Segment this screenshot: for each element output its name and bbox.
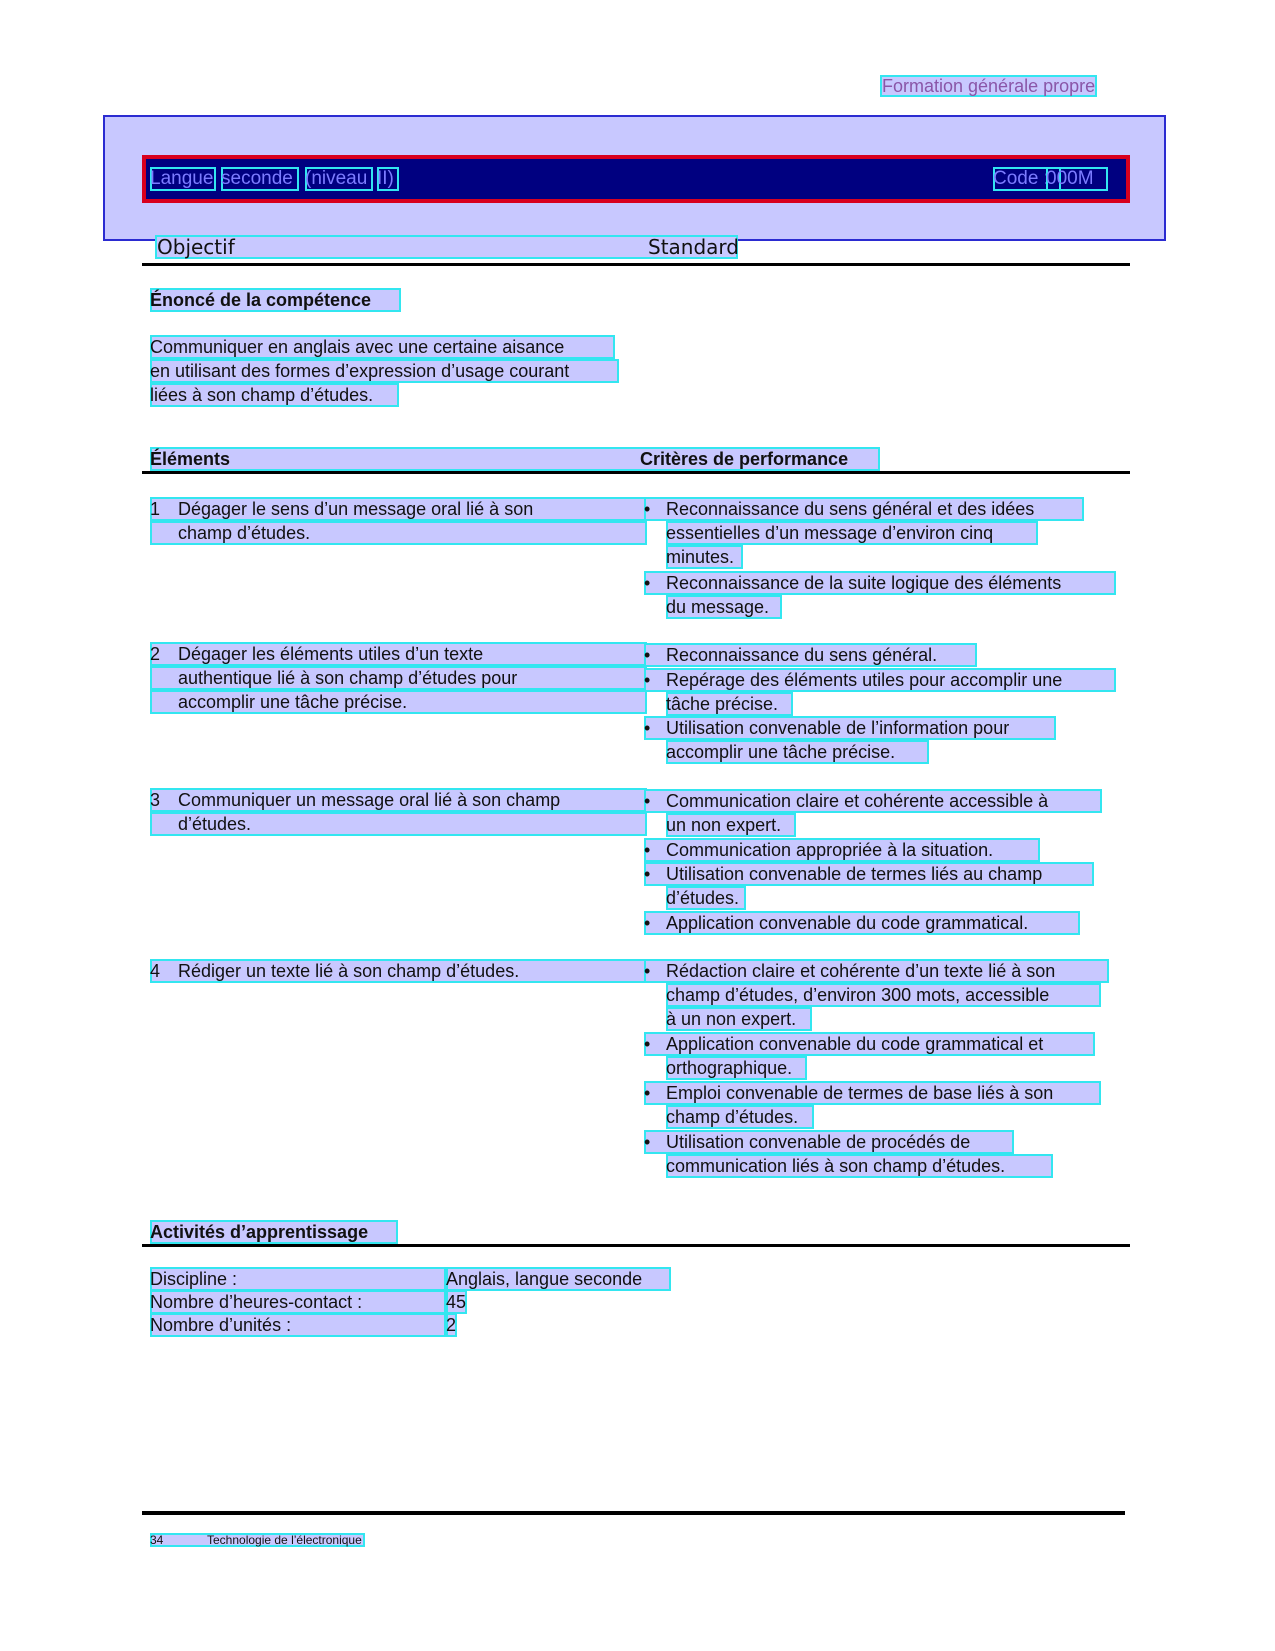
activity-label: Discipline : [150, 1267, 446, 1291]
activity-value: 2 [446, 1315, 457, 1335]
criterion-continuation: d’études. [666, 886, 746, 910]
course-code-label: Code : [993, 167, 1061, 191]
criterion-text: Communication claire et cohérente accessible à [666, 791, 1049, 811]
bullet-glyph: • [644, 645, 651, 665]
criterion-bullet [644, 497, 1084, 521]
criterion-continuation: champ d’études, d’environ 300 mots, accessible [666, 983, 1101, 1007]
criterion-bullet [644, 1081, 1101, 1105]
element-1-line [150, 497, 647, 521]
bullet-glyph: • [644, 1083, 651, 1103]
element-text: Dégager les éléments utiles d’un texte [178, 644, 484, 664]
criterion-text: Repérage des éléments utiles pour accomplir une [666, 670, 1063, 690]
criterion-text: Reconnaissance du sens général et des idées [666, 499, 1035, 519]
element-text: Rédiger un texte lié à son champ d’études. [178, 961, 520, 981]
activities-heading: Activités d’apprentissage [150, 1220, 398, 1244]
course-title-word: (niveau [305, 167, 373, 191]
element-1-line [150, 521, 647, 545]
criterion-continuation: du message. [666, 595, 782, 619]
criterion-continuation: tâche précise. [666, 692, 793, 716]
running-header: Formation générale propre [882, 76, 1096, 96]
criterion-text: Utilisation convenable de l’information pour [666, 718, 1010, 738]
criterion-text: Rédaction claire et cohérente d’un texte lié à son [666, 961, 1056, 981]
activity-value: Anglais, langue seconde [446, 1267, 671, 1291]
course-code-value: 000M [1046, 167, 1108, 191]
criterion-bullet [644, 789, 1102, 813]
standard-label: Standard [648, 235, 739, 259]
criterion-text: Application convenable du code grammatical et [666, 1034, 1044, 1054]
criterion-continuation: accomplir une tâche précise. [666, 740, 929, 764]
criterion-text: Communication appropriée à la situation. [666, 840, 994, 860]
section-divider [142, 263, 1130, 266]
element-4-line [150, 959, 647, 983]
criterion-bullet [644, 668, 1116, 692]
course-title-word: seconde [221, 167, 299, 191]
criterion-continuation: champ d’études. [666, 1105, 814, 1129]
activity-label: Nombre d’unités : [150, 1313, 446, 1337]
criterion-bullet [644, 1032, 1095, 1056]
course-title-word: Langue [150, 167, 216, 191]
course-title-word: II) [377, 167, 399, 191]
elements-table-header [150, 447, 880, 471]
activity-label: Nombre d’heures-contact : [150, 1290, 446, 1314]
criterion-text: Utilisation convenable de procédés de [666, 1132, 971, 1152]
criterion-text: Utilisation convenable de termes liés au champ [666, 864, 1043, 884]
objectif-label: Objectif [157, 235, 235, 259]
competence-line: Communiquer en anglais avec une certaine aisance [150, 335, 615, 359]
bullet-glyph: • [644, 913, 651, 933]
criterion-bullet [644, 571, 1116, 595]
criterion-text: Emploi convenable de termes de base liés à son [666, 1083, 1054, 1103]
activities-divider [142, 1244, 1130, 1247]
course-title-row [150, 167, 1116, 191]
footer-title: Technologie de l’électronique [207, 1533, 362, 1547]
page-footer [150, 1533, 365, 1547]
bullet-glyph: • [644, 718, 651, 738]
criterion-continuation: communication liés à son champ d’études. [666, 1154, 1053, 1178]
element-2-line [150, 690, 647, 714]
criterion-continuation: minutes. [666, 545, 743, 569]
element-3-line [150, 788, 647, 812]
criterion-continuation: orthographique. [666, 1056, 807, 1080]
bullet-glyph: • [644, 840, 651, 860]
bullet-glyph: • [644, 791, 651, 811]
bullet-glyph: • [644, 1132, 651, 1152]
bullet-glyph: • [644, 499, 651, 519]
table-divider [142, 471, 1130, 474]
criterion-continuation: un non expert. [666, 813, 796, 837]
bullet-glyph: • [644, 573, 651, 593]
criterion-bullet [644, 1130, 1014, 1154]
bullet-glyph: • [644, 864, 651, 884]
element-2-line [150, 666, 647, 690]
element-2-line [150, 642, 647, 666]
criterion-bullet [644, 716, 1056, 740]
criterion-text: Reconnaissance du sens général. [666, 645, 938, 665]
page-number: 34 [150, 1533, 164, 1547]
element-number: 2 [150, 644, 161, 664]
criterion-text: Application convenable du code grammatical. [666, 913, 1029, 933]
element-number: 4 [150, 961, 161, 981]
element-number: 1 [150, 499, 161, 519]
activity-value: 45 [446, 1292, 467, 1312]
criterion-text: Reconnaissance de la suite logique des éléments [666, 573, 1062, 593]
criterion-bullet [644, 911, 1080, 935]
bullet-glyph: • [644, 1034, 651, 1054]
criterion-bullet [644, 862, 1094, 886]
competence-heading: Énoncé de la compétence [150, 288, 401, 312]
element-3-line [150, 812, 647, 836]
competence-line: en utilisant des formes d’expression d’usage courant [150, 359, 619, 383]
criterion-continuation: à un non expert. [666, 1007, 812, 1031]
bullet-glyph: • [644, 961, 651, 981]
criterion-bullet [644, 959, 1109, 983]
element-text: d’études. [178, 814, 252, 834]
element-text: champ d’études. [178, 523, 311, 543]
element-text: Communiquer un message oral lié à son champ [178, 790, 561, 810]
element-text: accomplir une tâche précise. [178, 692, 408, 712]
competence-line: liées à son champ d’études. [150, 383, 399, 407]
criteria-column-header: Critères de performance [640, 449, 849, 469]
bullet-glyph: • [644, 670, 651, 690]
element-text: authentique lié à son champ d’études pour [178, 668, 518, 688]
element-number: 3 [150, 790, 161, 810]
objectif-standard-header [155, 235, 738, 259]
footer-rule [142, 1511, 1125, 1515]
criterion-bullet [644, 643, 977, 667]
criterion-bullet [644, 838, 1040, 862]
elements-column-header: Éléments [150, 449, 231, 469]
criterion-continuation: essentielles d’un message d’environ cinq [666, 521, 1038, 545]
element-text: Dégager le sens d’un message oral lié à son [178, 499, 534, 519]
